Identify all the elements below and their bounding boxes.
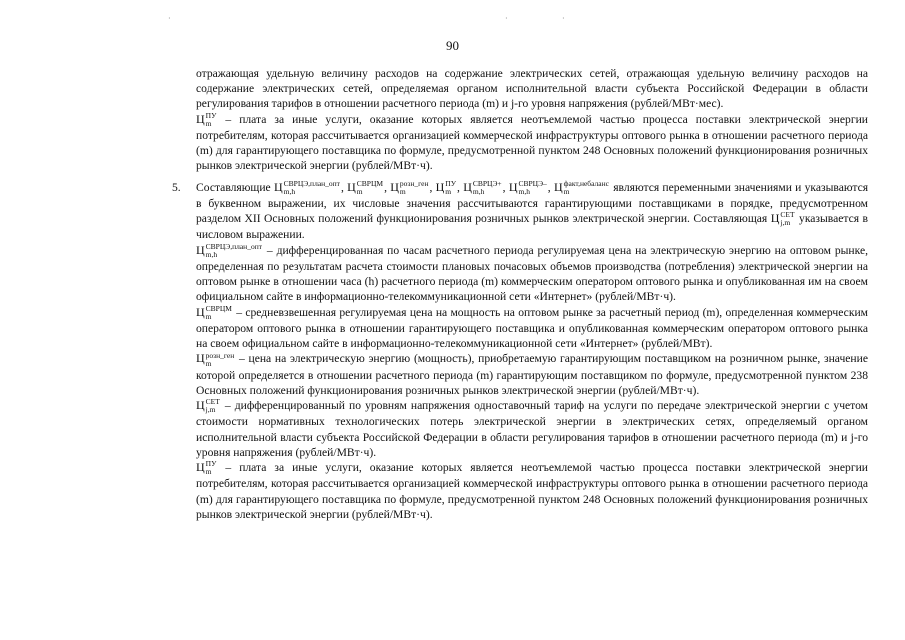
formula-symbol: Ц СВРЦМ m	[196, 303, 232, 321]
formula-symbol: Ц ПУ m	[196, 110, 217, 128]
paragraph: Ц розн_ген m – цена на электрическую энергию (мощность), приобретаемую гарантирующим поставщиком на розничном рынке, значение которой определяется в отношении расчетного периода (m) гарантирующим поставщиком по формуле, предусмотренной пунктом 238 Основных положений функционирования розничных рынков электрической энергии (рублей/МВт·ч).	[196, 350, 868, 397]
paragraph: Составляющие Ц СВРЦЭ,план_опт m,h , Ц СВРЦМ m , Ц розн_ген m , Ц ПУ m , Ц СВРЦЭ+ m,h , Ц СВРЦЭ– m,h , Ц факт,небаланс m являются переменными значениями и указываются в буквенном выражении, их числовые значения рассчитываются гарантирующими поставщиками в порядке, предусмотренном разделом XII Основных положений функционирования розничных рынков электрической энергии. Составляющая Ц СЕТ j,m указывается в числовом выражении.	[196, 178, 869, 242]
formula-symbol: Ц СЕТ j,m	[770, 210, 795, 228]
paragraph: Ц ПУ m – плата за иные услуги, оказание которых является неотъемлемой частью процесса поставки электрической энергии потребителям, которая рассчитывается организацией коммерческой инфраструктуры оптового рынка в отношении расчетного периода (m) для гарантирующего поставщика по формуле, предусмотренной пунктом 248 Основных положений функционирования розничных рынков электрической энергии (рублей/МВт·ч).	[196, 110, 868, 173]
document-body	[172, 66, 869, 522]
paragraph: Ц СЕТ j,m – дифференцированный по уровням напряжения одноставочный тариф на услуги по передаче электрической энергии с учетом стоимости нормативных технологических потерь электрической энергии в электрических сетях, определяемый органом исполнительной власти субъекта Российской Федерации в области регулирования тарифов в отношении расчетного периода (m) и j-го уровня напряжения (рублей/МВт·ч).	[196, 397, 868, 459]
formula-symbol: Ц СВРЦЭ+ m,h	[463, 178, 502, 196]
formula-symbol: Ц факт,небаланс m	[553, 178, 609, 196]
paragraph: Ц ПУ m – плата за иные услуги, оказание которых является неотъемлемой частью процесса поставки электрической энергии потребителям, которая рассчитывается организацией коммерческой инфраструктуры оптового рынка в отношении расчетного периода (m) для гарантирующего поставщика по формуле, предусмотренной пунктом 248 Основных положений функционирования розничных рынков электрической энергии (рублей/МВт·ч).	[196, 459, 868, 521]
scan-artifact: ·	[168, 14, 171, 23]
paragraph: Ц СВРЦМ m – средневзвешенная регулируемая цена на мощность на оптовом рынке за расчетный период (m), определенная коммерческим оператором оптового рынка в отношении гарантирующего поставщика и опубликованная коммерческим оператором оптового рынка на своем официальном сайте в информационно-телекоммуникационной сети «Интернет» (рублей/МВт).	[196, 303, 868, 351]
scan-artifact: ·	[562, 14, 565, 23]
paragraph: Ц СВРЦЭ,план_опт m,h – дифференцированная по часам расчетного периода регулируемая цена на электрическую энергию на оптовом рынке, определенная по результатам расчета стоимости плановых почасовых объемов производства (потребления) электрической энергии на оптовом рынке в отношении часа (h) расчетного периода (m) коммерческим оператором оптового рынка и опубликованная им на своем официальном сайте в информационно-телекоммуникационной сети «Интернет» (рублей/МВт·ч).	[196, 242, 868, 304]
list-item-number: 5.	[172, 180, 181, 194]
formula-symbol: Ц СВРЦМ m	[347, 178, 384, 196]
formula-symbol: Ц розн_ген m	[390, 178, 429, 196]
formula-symbol: Ц розн_ген m	[196, 350, 235, 368]
scan-artifact: ·	[505, 14, 508, 23]
formula-symbol: Ц СВРЦЭ– m,h	[508, 178, 547, 196]
list-item	[172, 178, 869, 243]
formula-symbol: Ц ПУ m	[196, 459, 217, 477]
formula-symbol: Ц СВРЦЭ,план_опт m,h	[273, 178, 340, 196]
formula-symbol: Ц СЕТ j,m	[196, 397, 220, 415]
formula-symbol: Ц ПУ m	[435, 178, 457, 196]
formula-symbol: Ц СВРЦЭ,план_опт m,h	[196, 242, 262, 259]
paragraph: отражающая удельную величину расходов на содержание электрических сетей, отражающая удельную величину расходов на содержание электрических сетей, определяемая органом исполнительной власти субъекта Российской Федерации в области регулирования тарифов в отношении расчетного периода (m) и j-го уровня напряжения (рублей/МВт·мес).	[196, 67, 868, 111]
page-number: 90	[446, 38, 459, 53]
